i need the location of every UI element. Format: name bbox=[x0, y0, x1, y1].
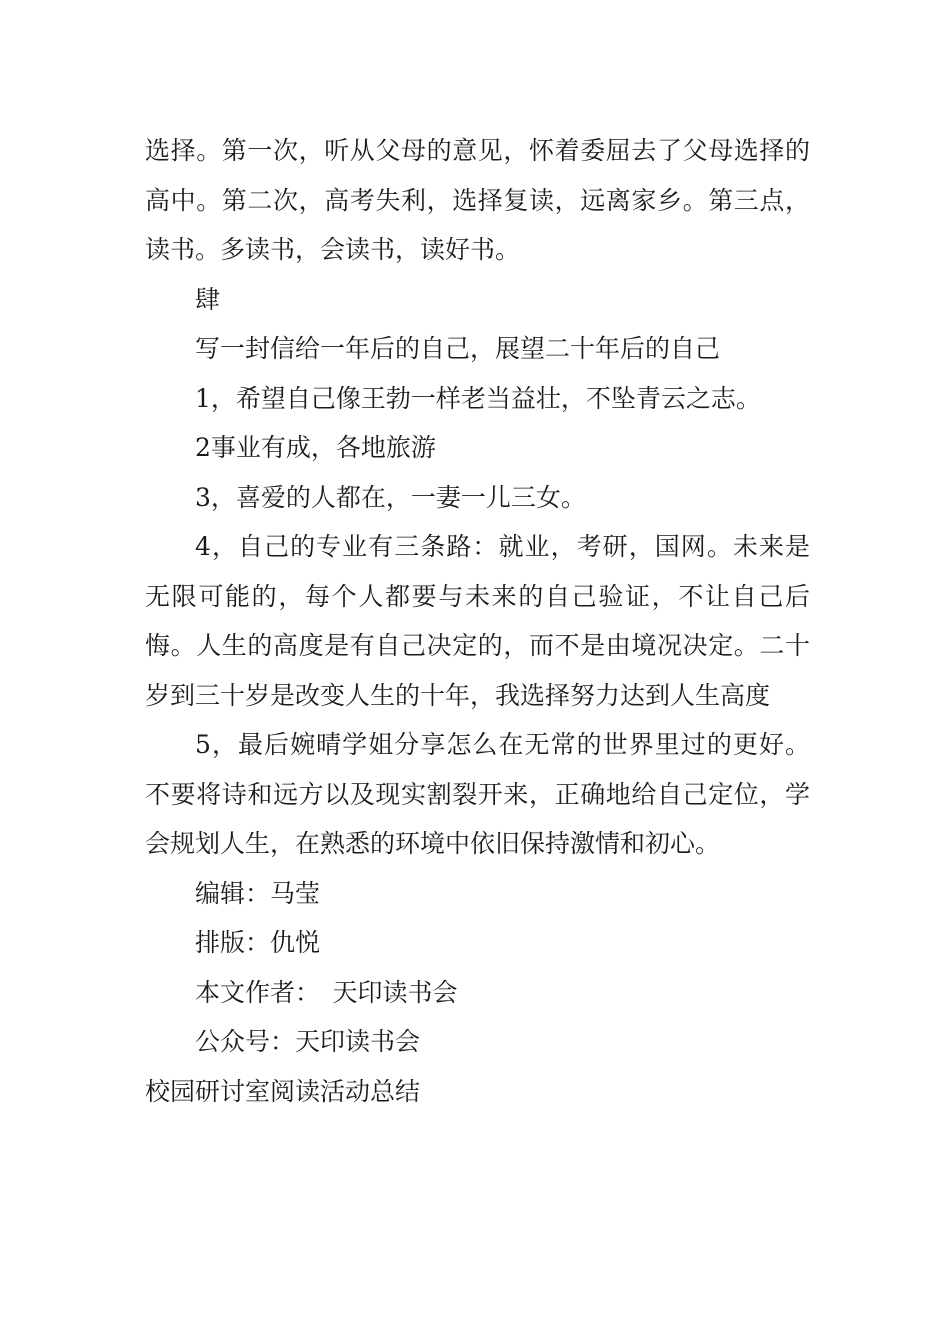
list-item-1: 1，希望自己像王勃一样老当益壮，不坠青云之志。 bbox=[195, 383, 761, 413]
list-item-3: 3，喜爱的人都在，一妻一儿三女。 bbox=[195, 482, 586, 512]
public-account-credit: 公众号：天印读书会 bbox=[195, 1027, 421, 1056]
author-credit: 本文作者： 天印读书会 bbox=[195, 977, 458, 1007]
next-article-title: 校园研讨室阅读活动总结 bbox=[145, 1076, 421, 1106]
paragraph-continued-choices: 选择。第一次，听从父母的意见，怀着委屈去了父母选择的高中。第二次，高考失利，选择复读，远离家乡。第三点，读书。多读书，会读书，读好书。 bbox=[145, 136, 810, 264]
list-item-2: 2事业有成，各地旅游 bbox=[195, 433, 436, 462]
document-body bbox=[145, 126, 810, 1116]
list-item-5: 5，最后婉晴学姐分享怎么在无常的世界里过的更好。不要将诗和远方以及现实割裂开来，正确地给自己定位，学会规划人生，在熟悉的环境中依旧保持激情和初心。 bbox=[145, 730, 810, 858]
paragraph-letter-intro: 写一封信给一年后的自己，展望二十年后的自己 bbox=[195, 334, 721, 363]
editor-credit: 编辑：马莹 bbox=[195, 878, 321, 908]
layout-credit: 排版：仇悦 bbox=[195, 928, 321, 957]
list-item-4: 4，自己的专业有三条路：就业，考研，国网。未来是无限可能的，每个人都要与未来的自己验证，不让自己后悔。人生的高度是有自己决定的，而不是由境况决定。二十岁到三十岁是改变人生的十年，我选择努力达到人生高度 bbox=[145, 532, 810, 710]
section-heading-si: 肆 bbox=[195, 284, 221, 314]
